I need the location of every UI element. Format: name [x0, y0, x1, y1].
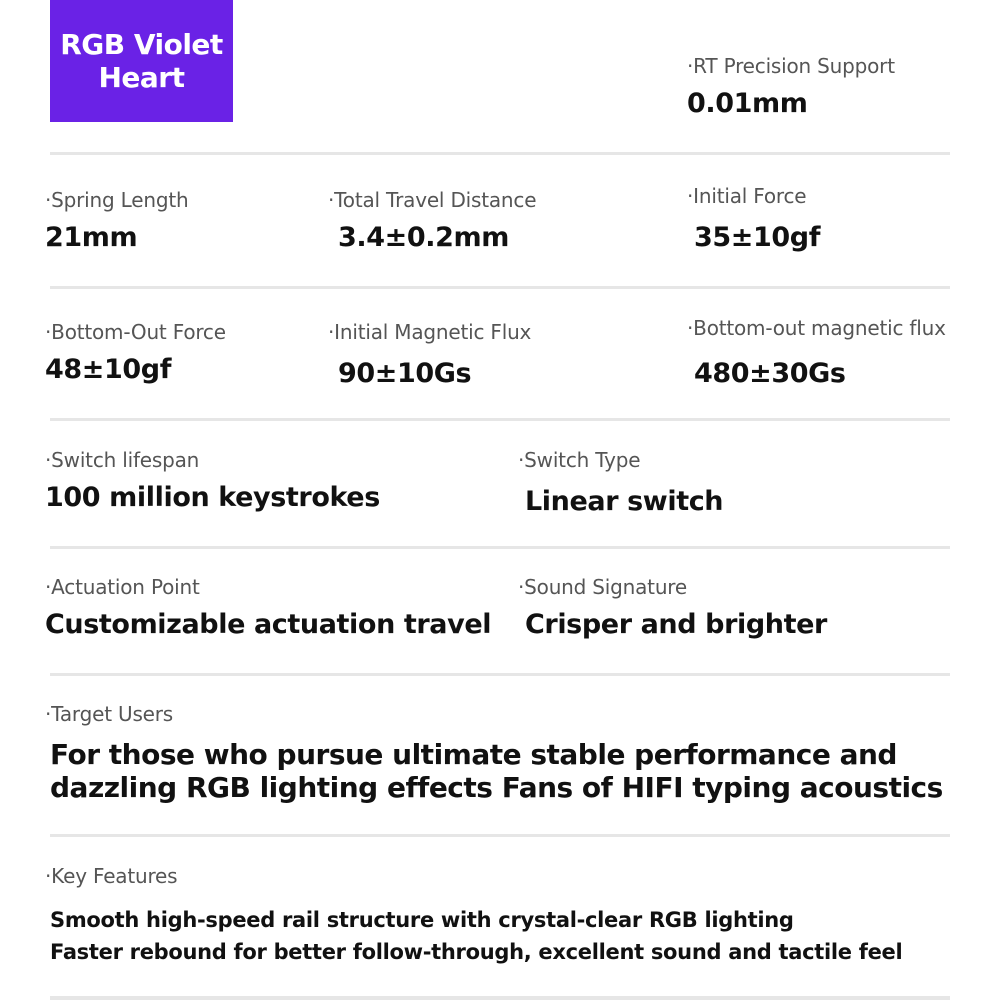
divider: [50, 286, 950, 289]
spec-label: · Initial Force: [687, 184, 820, 208]
spec-bottom-out-force: [45, 320, 226, 385]
key-features-label: · Key Features: [45, 864, 177, 888]
spec-value: Customizable actuation travel: [45, 609, 492, 640]
spec-value: 3.4±0.2mm: [338, 222, 509, 253]
spec-label: · Switch Type: [518, 448, 723, 472]
spec-value: 480±30Gs: [694, 358, 846, 389]
divider: [50, 673, 950, 676]
spec-initial-force: [687, 184, 820, 253]
key-features-list: [50, 904, 950, 968]
spec-actuation-point: [45, 575, 491, 640]
target-users-label: · Target Users: [45, 702, 173, 726]
product-badge: [50, 0, 233, 122]
divider: [50, 996, 950, 1000]
feature-line: Smooth high-speed rail structure with crystal-clear RGB lighting: [50, 908, 794, 932]
divider: [50, 152, 950, 155]
spec-label: · Bottom-Out Force: [45, 320, 226, 344]
key-features-section: [45, 864, 177, 888]
divider: [50, 418, 950, 421]
target-users-section: [45, 702, 173, 726]
spec-label: · Spring Length: [45, 188, 188, 212]
divider: [50, 834, 950, 837]
target-users-text: For those who pursue ultimate stable performance and dazzling RGB lighting effects Fans of HIFI typing acoustics: [50, 738, 943, 804]
divider: [50, 546, 950, 549]
spec-label: · Switch lifespan: [45, 448, 380, 472]
spec-lifespan: [45, 448, 380, 513]
spec-value: 48±10gf: [45, 354, 172, 385]
product-name: RGB Violet Heart: [60, 28, 223, 94]
spec-value: Crisper and brighter: [525, 609, 827, 640]
spec-total-travel: [328, 188, 536, 253]
spec-label: · Actuation Point: [45, 575, 491, 599]
spec-value: 21mm: [45, 222, 138, 253]
spec-label: · RT Precision Support: [687, 54, 895, 78]
spec-value: Linear switch: [525, 486, 724, 517]
spec-spring-length: [45, 188, 188, 253]
feature-line: Faster rebound for better follow-through, excellent sound and tactile feel: [50, 940, 903, 964]
spec-value: 35±10gf: [694, 222, 821, 253]
spec-switch-type: [518, 448, 723, 517]
spec-sound-signature: [518, 575, 827, 640]
spec-label: · Sound Signature: [518, 575, 827, 599]
spec-rt-precision: [687, 54, 895, 119]
spec-label: · Initial Magnetic Flux: [328, 320, 531, 344]
spec-bottom-out-flux: [687, 316, 946, 389]
spec-label: · Total Travel Distance: [328, 188, 536, 212]
spec-value: 100 million keystrokes: [45, 482, 380, 513]
spec-label: · Bottom-out magnetic flux: [687, 316, 946, 340]
spec-value: 90±10Gs: [338, 358, 472, 389]
spec-value: 0.01mm: [687, 88, 808, 119]
spec-initial-flux: [328, 320, 531, 389]
